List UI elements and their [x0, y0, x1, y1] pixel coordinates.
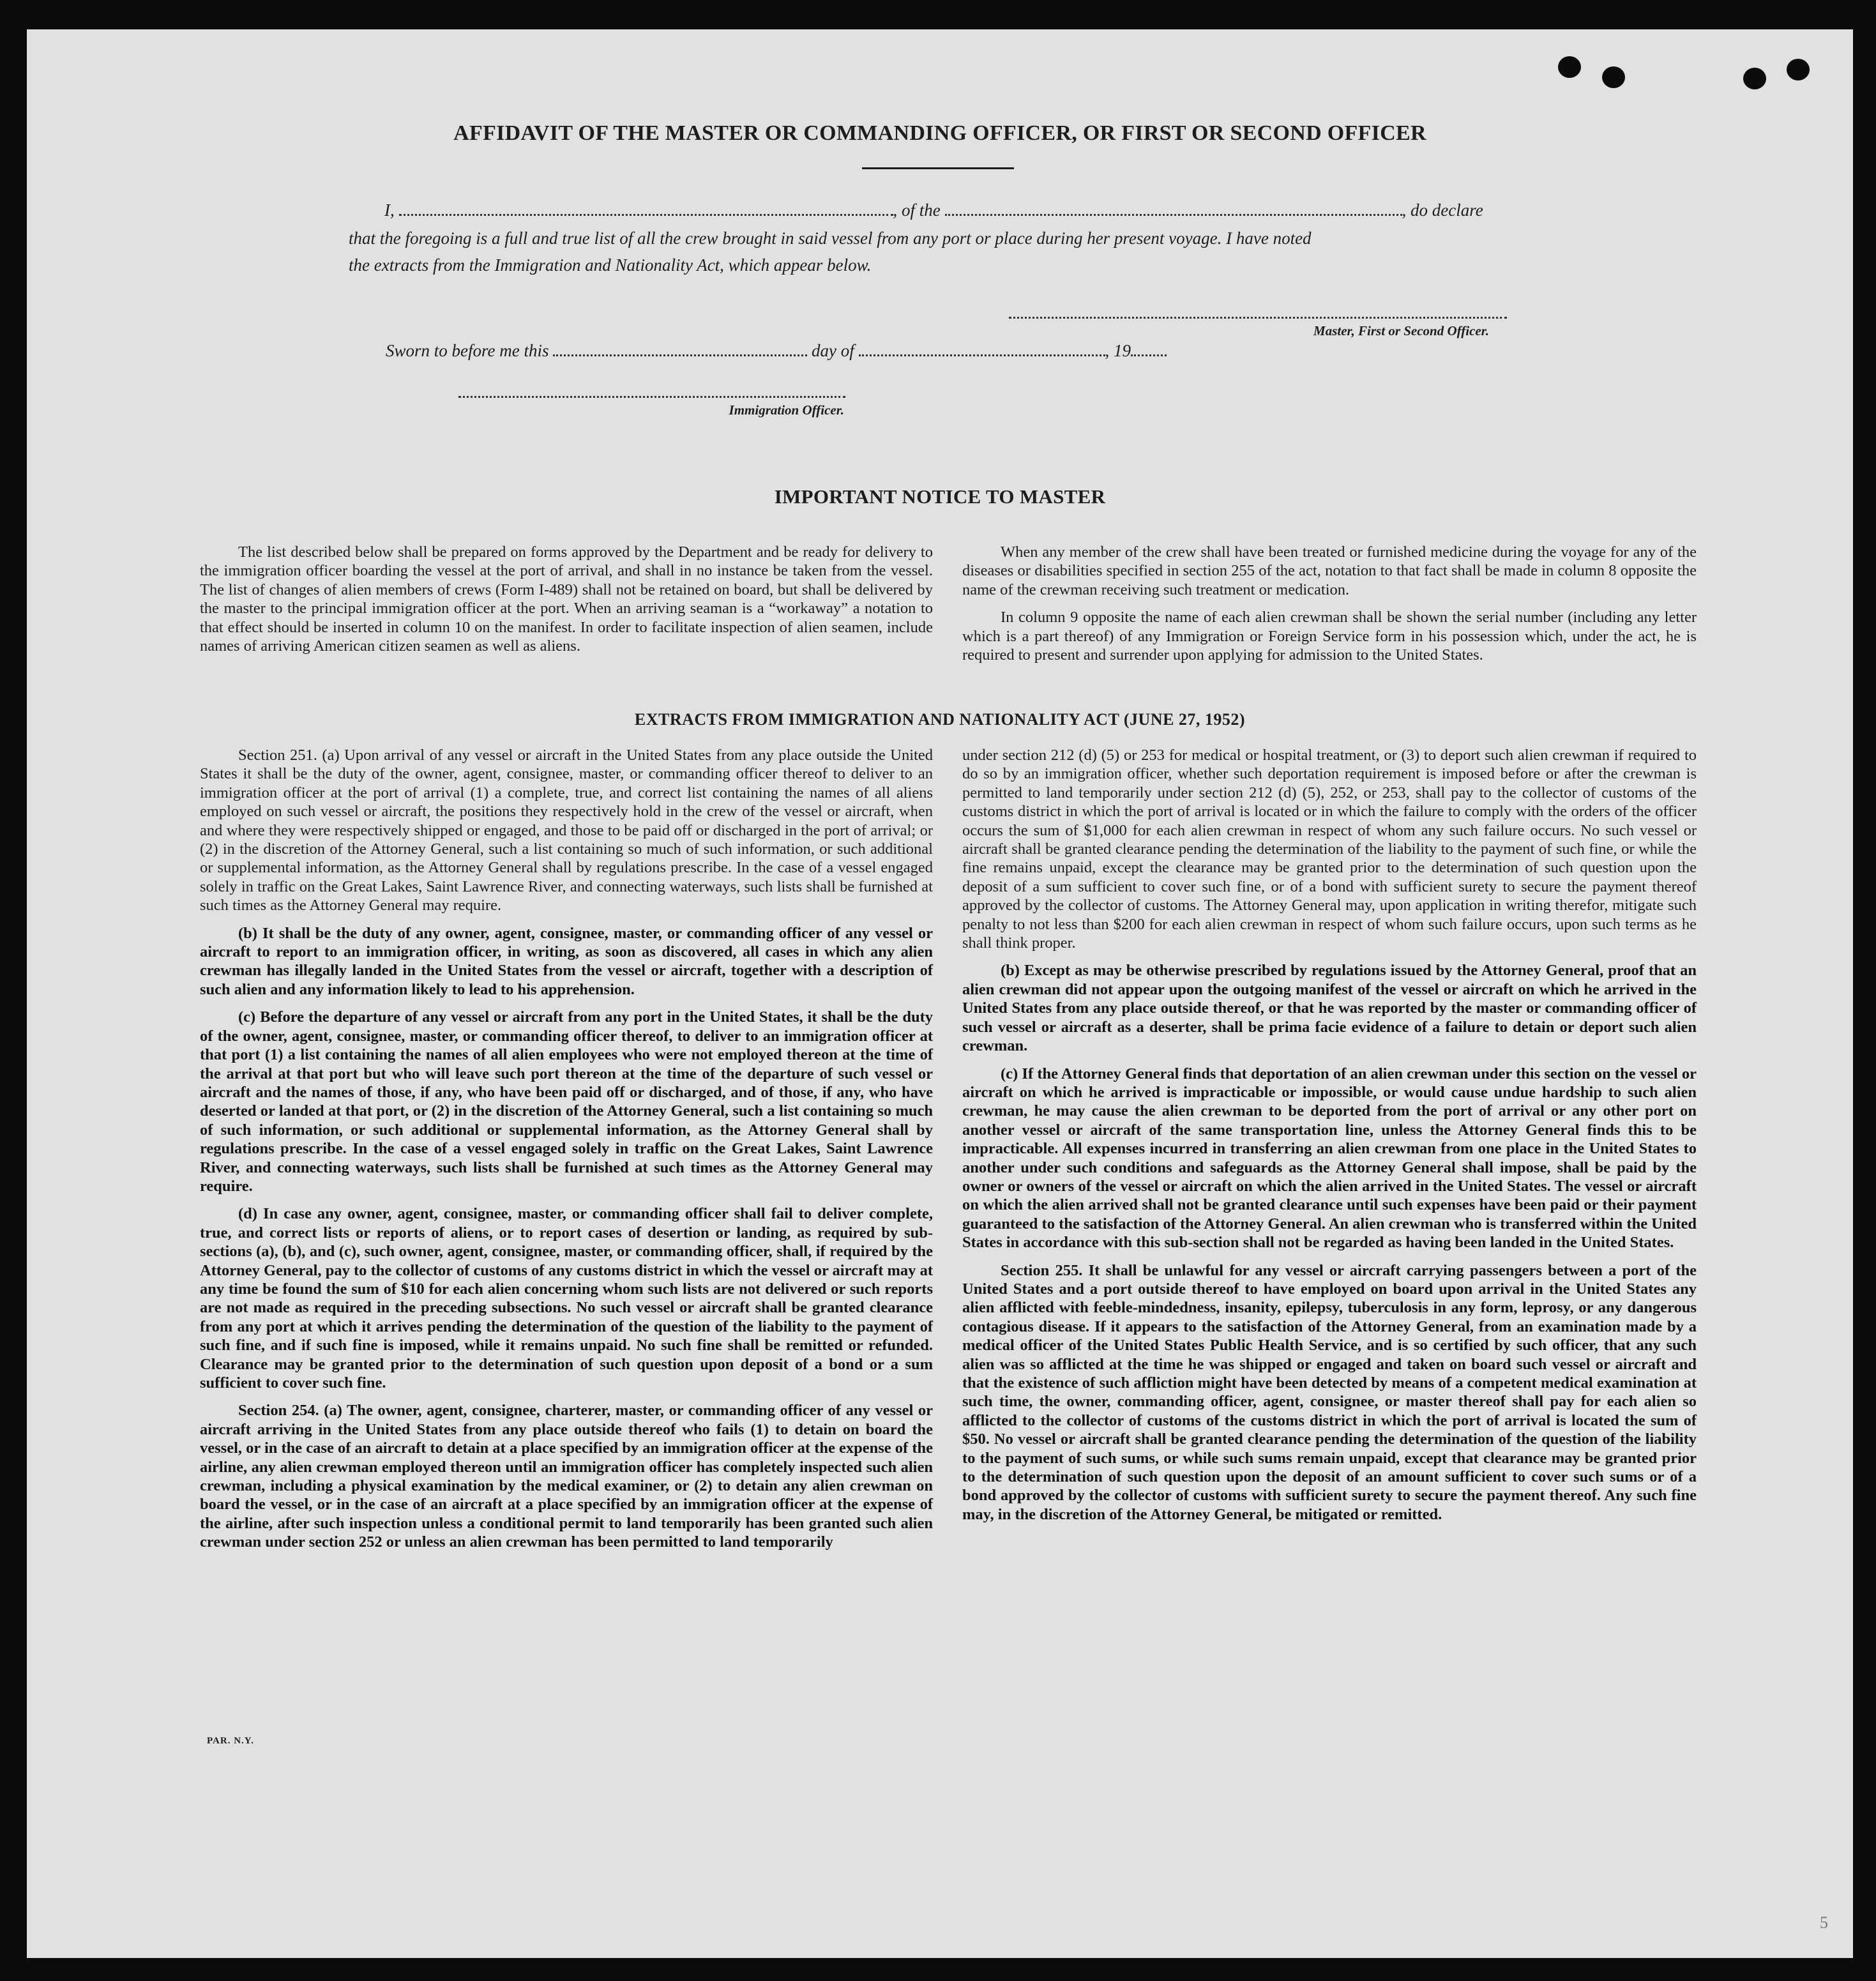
notice-right-column: [962, 543, 1697, 664]
sworn-month-field[interactable]: [859, 342, 1105, 356]
day-of-label: day of: [812, 341, 854, 360]
extracts-right-column: [962, 746, 1697, 1524]
declaration-line-2: that the foregoing is a full and true list of all the crew brought in said vessel from any port or place during her present voyage. I have noted: [349, 229, 1312, 248]
section-251-c: (c) Before the departure of any vessel or aircraft from any port in the United States, it shall be the duty of the owner, agent, consignee, master, or commanding officer thereof, to deliver to an immigration officer at that port (1) a list containing the names of all alien employees who were not employed thereon at the time of the arrival at that port but who will leave such port thereon at the time of the departure of such vessel or aircraft and the names of those, if any, who have been paid off or discharged, and of those, if any, who have deserted or landed at that port, or (2) in the discretion of the Attorney General, such a list containing so much of such information, or such additional or supplemental information, as the Attorney General shall by regulations prescribe. In the case of a vessel engaged solely in traffic on the Great Lakes, Saint Lawrence River, and connecting waterways, such lists shall be furnished at such times as the Attorney General may require.: [200, 1008, 933, 1195]
extracts-left-column: [200, 746, 933, 1552]
section-255: Section 255. It shall be unlawful for any vessel or aircraft carrying passengers between a port of the United States and a port outside thereof to have employed on board upon arrival in the United States any alien afflicted with feeble-mindedness, insanity, epilepsy, tuberculosis in any form, leprosy, or any dangerous contagious disease. If it appears to the satisfaction of the Attorney General, from an examination made by a medical officer of the United States Public Health Service, and is so certified by such officer, that any such alien was so afflicted at the time he was shipped or engaged and taken on board such vessel or aircraft and that the existence of such affliction might have been detected by means of a competent medical examination at such time, the owner, commanding officer, agent, consignee, or master thereof shall pay for each alien so afflicted to the collector of customs of the customs district in which the port of arrival is located the sum of $50. No vessel or aircraft shall be granted clearance pending the determination of the question of the liability to the payment of such sums, or while such sums remain unpaid, except that clearance may be granted prior to the determination of such question upon the deposit of an amount sufficient to cover such sums or of a bond approved by the collector of customs with sufficient surety to secure the payment thereof. Any such fine may, in the discretion of the Attorney General, be mitigated or remitted.: [962, 1261, 1697, 1523]
document-page: [27, 29, 1853, 1958]
extracts-title: EXTRACTS FROM IMMIGRATION AND NATIONALITY ACT (JUNE 27, 1952): [634, 710, 1246, 729]
punch-hole: [1602, 66, 1625, 88]
declaration-of-the-label: , of the: [893, 201, 941, 220]
vessel-field[interactable]: [945, 201, 1402, 216]
name-field[interactable]: [399, 201, 893, 216]
declaration-line-3: the extracts from the Immigration and Nationality Act, which appear below.: [349, 255, 872, 275]
sworn-line: [386, 341, 1167, 361]
corner-mark: 5: [1820, 1913, 1828, 1932]
punch-hole: [1787, 59, 1810, 80]
sworn-year-field[interactable]: [1131, 342, 1167, 356]
notice-title: IMPORTANT NOTICE TO MASTER: [774, 485, 1106, 508]
section-251-b: (b) It shall be the duty of any owner, agent, consignee, master, or commanding officer of any vessel or aircraft to report to an immigration officer, in writing, as soon as discovered, all cases in which any alien crewman has illegally landed in the United States from the vessel or aircraft, together with a description of such alien and any information likely to lead to his apprehension.: [200, 924, 933, 998]
section-251-a: Section 251. (a) Upon arrival of any vessel or aircraft in the United States from any place outside the United States it shall be the duty of the owner, agent, consignee, master, or commanding officer thereof to deliver to an immigration officer at the port of arrival (1) a complete, true, and correct list containing the names of all aliens employed on such vessel or aircraft, the positions they respectively hold in the crew of the vessel or aircraft, when and where they were respectively shipped or engaged, and those to be paid off or discharged in the port of arrival; or (2) in the discretion of the Attorney General, such a list containing so much of such information, or such additional or supplemental information, as the Attorney General shall by regulations prescribe. In the case of a vessel engaged solely in traffic on the Great Lakes, Saint Lawrence River, and connecting waterways, such lists shall be furnished at such times as the Attorney General may require.: [200, 747, 933, 915]
title-rule: [862, 167, 1014, 169]
section-254-a: Section 254. (a) The owner, agent, consignee, charterer, master, or commanding officer of any vessel or aircraft arriving in the United States from any place outside thereof who fails (1) to detain on board the vessel, or in the case of an aircraft to detain at a place specified by an immigration officer at the expense of the airline, any alien crewman employed thereon until an immigration officer has completely inspected such alien crewman, including a physical examination by the medical examiner, or (2) to detain any alien crewman on board the vessel, or in the case of an aircraft at a place specified by an immigration officer at the expense of the airline, after such inspection unless a conditional permit to land temporarily has been granted such alien crewman under section 252 or unless an alien crewman has been permitted to land temporarily: [200, 1402, 933, 1551]
notice-paragraph: In column 9 opposite the name of each alien crewman shall be shown the serial number (including any letter which is a part thereof) of any Immigration or Foreign Service form in his possession which, under the act, he is required to present and surrender upon applying for admission to the United States.: [962, 609, 1697, 664]
notice-left-column: [200, 543, 933, 655]
year-label: , 19: [1105, 341, 1131, 360]
printer-mark: PAR. N.Y.: [207, 1736, 255, 1746]
notice-paragraph: The list described below shall be prepared on forms approved by the Department and be ready for delivery to the immigration officer boarding the vessel at the port of arrival, and shall in no instance be taken from the vessel. The list of changes of alien members of crews (Form I-489) shall not be retained on board, but shall be delivered by the master to the principal immigration officer at the port. When an arriving seaman is a “workaway” a notation to that effect should be inserted in column 10 on the manifest. In order to facilitate inspection of alien seamen, include names of arriving American citizen seamen as well as aliens.: [200, 543, 933, 655]
section-251-d: (d) In case any owner, agent, consignee, master, or commanding officer shall fail to deliver complete, true, and correct lists or reports of aliens, or to report cases of desertion or landing, as required by sub-sections (a), (b), and (c), such owner, agent, consignee, master, or commanding officer, shall, if required by the Attorney General, pay to the collector of customs of any customs district in which the vessel or aircraft may at any time be found the sum of $10 for each alien concerning whom such lists are not delivered or such reports are not made as required in the preceding subsections. No such vessel or aircraft shall be granted clearance from any port at which it arrives pending the determination of the question of the liability to the payment of such fine, and if such fine is imposed, while it remains unpaid. No such fine shall be remitted or refunded. Clearance may be granted prior to the determination of such question upon deposit of a bond or a sum sufficient to cover such fine.: [200, 1205, 933, 1392]
immigration-officer-signature-line[interactable]: [458, 396, 845, 398]
punch-hole: [1558, 56, 1581, 78]
affidavit-title: AFFIDAVIT OF THE MASTER OR COMMANDING OFFICER, OR FIRST OR SECOND OFFICER: [453, 121, 1426, 145]
immigration-officer-caption: Immigration Officer.: [729, 402, 844, 418]
section-254-a-continued: under section 212 (d) (5) or 253 for medical or hospital treatment, or (3) to deport such alien crewman if required to do so by an immigration officer, whether such deportation requirement is imposed before or after the crewman is permitted to land temporarily under section 212 (d) (5), 252, or 253, shall pay to the collector of customs of the customs district in which the port of arrival is located or in which the failure to comply with the orders of the officer occurs the sum of $1,000 for each alien crewman in respect of whom any such failure occurs. No such vessel or aircraft shall be granted clearance pending the determination of the liability to the payment of such fine, or while the fine remains unpaid, except the clearance may be granted prior to the determination of such question upon the deposit of a sum sufficient to cover such fine, or of a bond with sufficient surety to secure the payment thereof approved by the collector of customs. The Attorney General may, upon application in writing therefor, mitigate such penalty to not less than $200 for each alien crewman in respect of whom such failure occurs, upon such terms as he shall think proper.: [962, 747, 1697, 952]
declaration-line-1: [384, 201, 1483, 220]
declaration-i-label: I,: [384, 201, 395, 220]
sworn-day-field[interactable]: [553, 342, 807, 356]
punch-hole: [1743, 68, 1766, 89]
section-254-c: (c) If the Attorney General finds that deportation of an alien crewman under this section on the vessel or aircraft on which he arrived is impracticable or impossible, or would cause undue hardship to such alien crewman, he may cause the alien crewman to be deported from the port of arrival or any other port on another vessel or aircraft of the same transportation line, unless the Attorney General finds this to be impracticable. All expenses incurred in transferring an alien crewman from one place in the United States to another under such conditions and safeguards as the Attorney General shall impose, shall be paid by the owner or owners of the vessel or aircraft on which the alien arrived in the United States. The vessel or aircraft on which the alien arrived shall not be granted clearance until such expenses have been paid or their payment guaranteed to the satisfaction of the Attorney General. An alien crewman who is transferred within the United States in accordance with this sub-section shall not be regarded as having been landed in the United States.: [962, 1065, 1697, 1252]
notice-paragraph: When any member of the crew shall have been treated or furnished medicine during the voyage for any of the diseases or disabilities specified in section 255 of the act, notation to that fact shall be made in column 8 opposite the name of the crewman receiving such treatment or medication.: [962, 543, 1697, 598]
declaration-declare-label: , do declare: [1402, 201, 1483, 220]
master-signature-line[interactable]: [1009, 317, 1507, 319]
section-254-b: (b) Except as may be otherwise prescribed by regulations issued by the Attorney General, proof that an alien crewman did not appear upon the outgoing manifest of the vessel or aircraft on which he arrived in the United States from any place outside thereof, or that he was reported by the master or commanding officer of such vessel or aircraft as a deserter, shall be prima facie evidence of a failure to detain or deport such alien crewman.: [962, 962, 1697, 1055]
master-caption: Master, First or Second Officer.: [1313, 323, 1489, 338]
sworn-label: Sworn to before me this: [386, 341, 549, 360]
